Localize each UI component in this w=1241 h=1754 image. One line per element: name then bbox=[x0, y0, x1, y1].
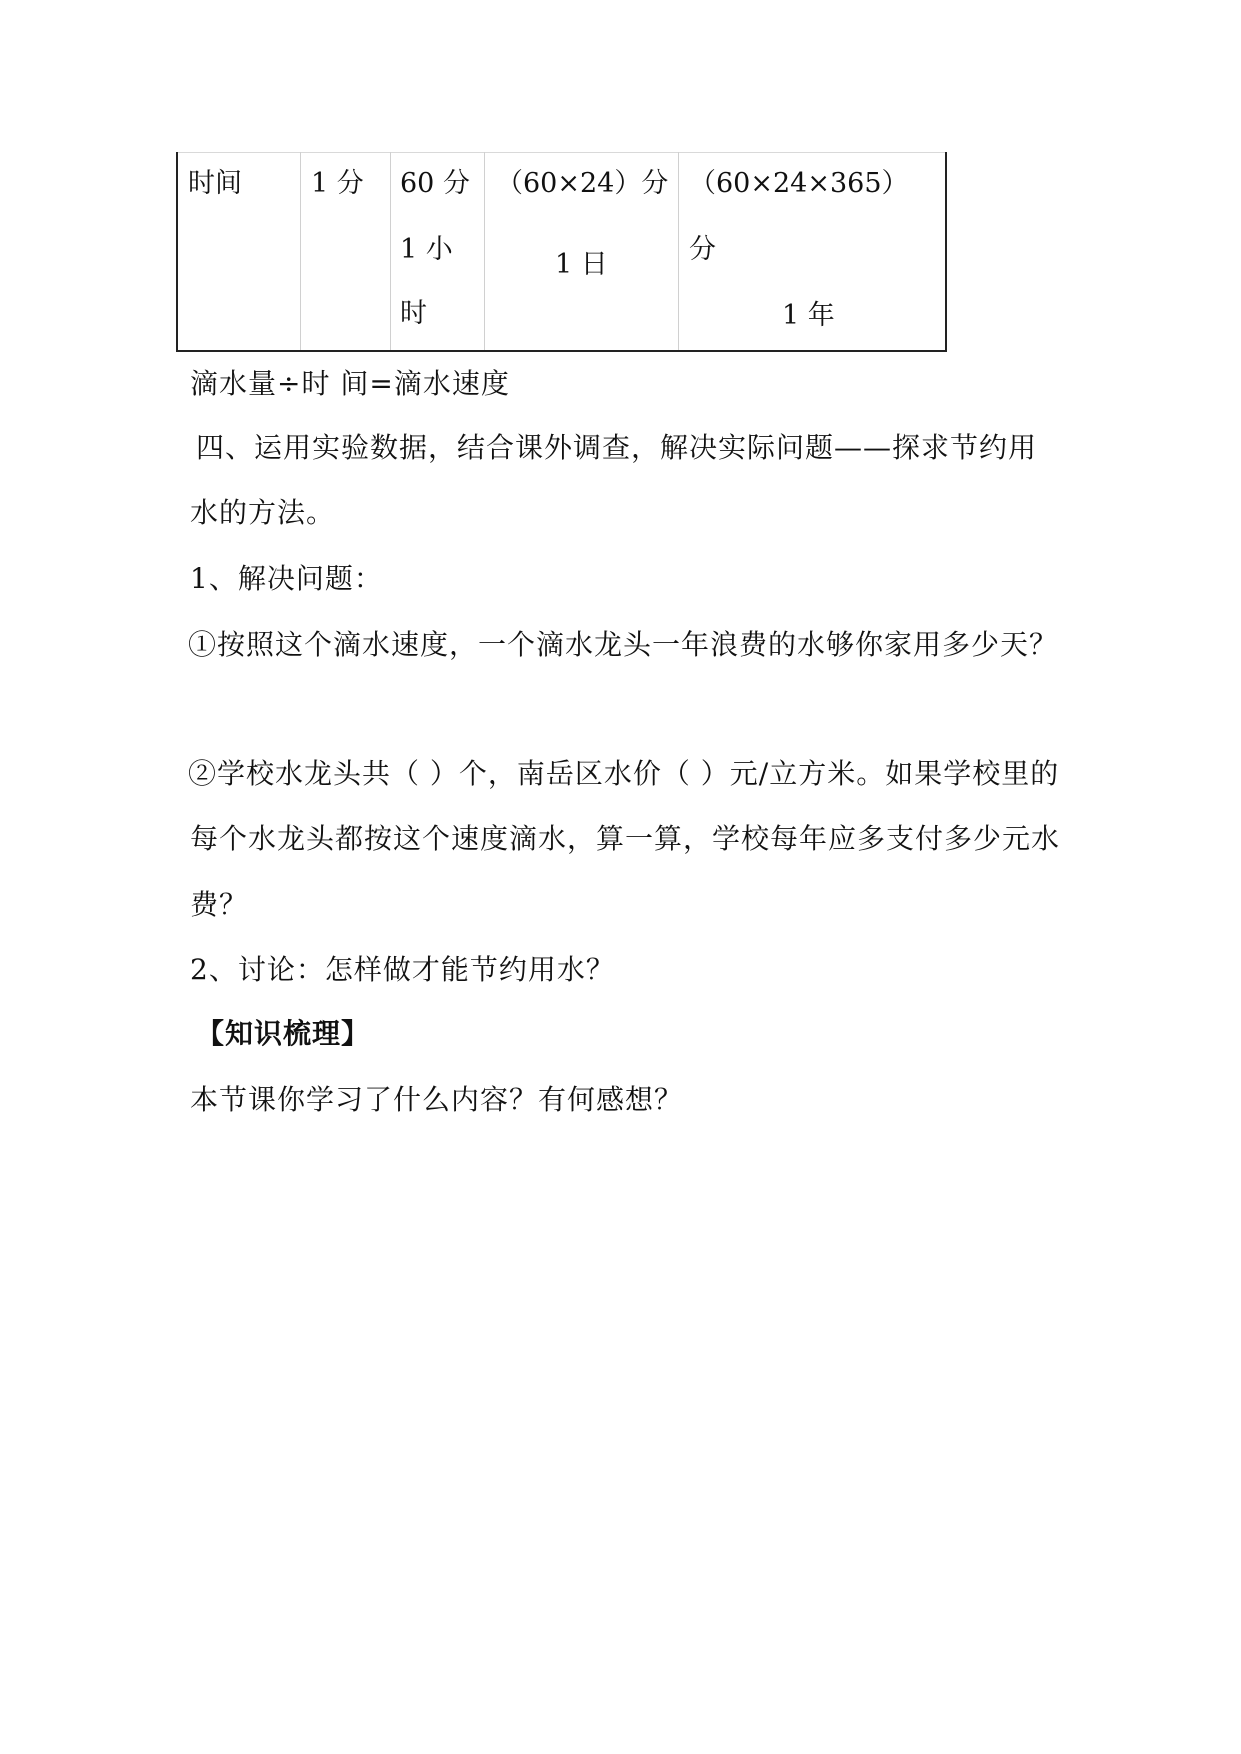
column-divider bbox=[390, 152, 391, 350]
table-cell-1-hour-line2: 时 bbox=[400, 298, 427, 329]
question-1b-line3: 费？ bbox=[190, 888, 249, 921]
table-cell-1-year: 1 年 bbox=[782, 300, 835, 331]
question-1-title: 1、解决问题： bbox=[190, 562, 383, 595]
question-1a: ①按照这个滴水速度，一个滴水龙头一年浪费的水够你家用多少天？ bbox=[188, 628, 1059, 661]
section-four-line1: 四、运用实验数据，结合课外调查，解决实际问题——探求节约用 bbox=[196, 431, 1038, 464]
table-cell-time-label: 时间 bbox=[188, 168, 242, 199]
table-cell-60-minutes: 60 分 bbox=[400, 168, 470, 199]
formula-line: 滴水量÷时 间=滴水速度 bbox=[190, 367, 510, 400]
table-cell-1-hour-line1: 1 小 bbox=[400, 234, 453, 265]
table-cell-year-minutes-unit: 分 bbox=[689, 234, 716, 265]
table-cell-year-minutes: （60×24×365） bbox=[689, 168, 909, 199]
table-cell-1-day: 1 日 bbox=[555, 249, 608, 280]
closing-question: 本节课你学习了什么内容？有何感想？ bbox=[190, 1083, 684, 1116]
question-1b-line1: ②学校水龙头共（ ）个，南岳区水价（ ）元/立方米。如果学校里的 bbox=[188, 757, 1060, 790]
table-cell-1-minute: 1 分 bbox=[311, 168, 364, 199]
question-2: 2、讨论：怎样做才能节约用水？ bbox=[190, 953, 615, 986]
section-heading: 【知识梳理】 bbox=[196, 1017, 371, 1050]
question-1b-line2: 每个水龙头都按这个速度滴水，算一算，学校每年应多支付多少元水 bbox=[190, 822, 1061, 855]
table-top-border bbox=[178, 152, 945, 153]
column-divider bbox=[300, 152, 301, 350]
column-divider bbox=[484, 152, 485, 350]
time-table bbox=[176, 152, 947, 352]
table-cell-day-minutes: （60×24）分 bbox=[496, 168, 669, 199]
section-four-line2: 水的方法。 bbox=[190, 496, 336, 529]
column-divider bbox=[678, 152, 679, 350]
